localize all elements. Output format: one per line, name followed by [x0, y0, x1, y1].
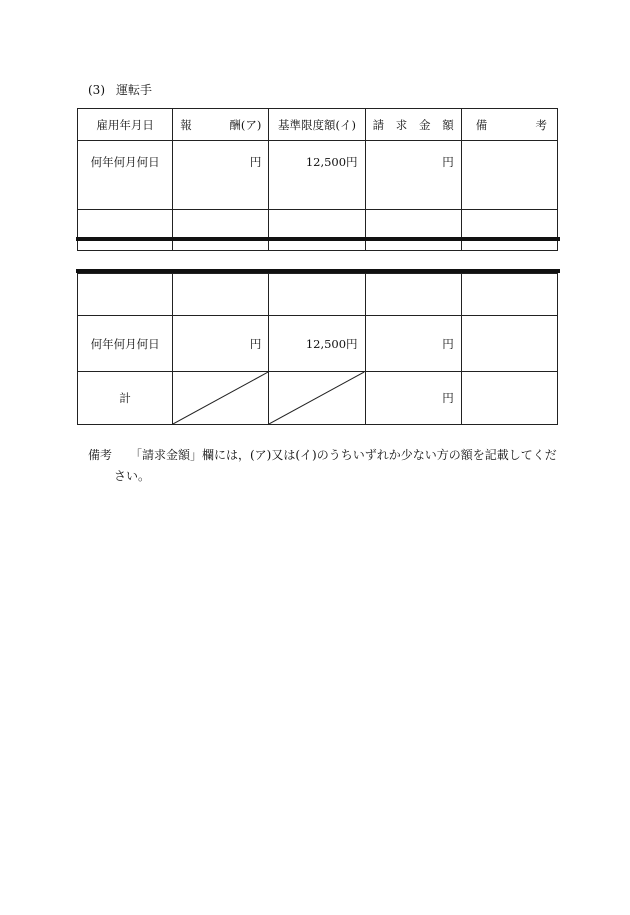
cell-date: 何年何月何日	[78, 316, 173, 372]
total-remarks	[461, 372, 557, 425]
section-title	[88, 83, 152, 97]
cell-remuneration	[173, 274, 269, 316]
section-heading: 運転手	[116, 83, 153, 97]
cell-remarks	[461, 316, 557, 372]
cell-base-limit-struck	[269, 372, 365, 425]
cell-base-limit	[269, 210, 365, 251]
cell-remarks	[461, 210, 557, 251]
note-text-line2: さい。	[114, 469, 151, 483]
cell-claim: 円	[365, 316, 461, 372]
cell-remarks	[461, 274, 557, 316]
note-label: 備考	[88, 448, 113, 462]
cell-base-limit	[269, 274, 365, 316]
header-claim-amount: 請 求 金 額	[365, 109, 461, 141]
section-number: (3)	[88, 83, 105, 97]
cell-date	[78, 274, 173, 316]
cell-claim	[365, 274, 461, 316]
cell-remuneration	[173, 210, 269, 251]
remarks-note	[88, 445, 558, 487]
total-label: 計	[78, 372, 173, 425]
driver-table-top	[77, 108, 558, 251]
diagonal-slash	[173, 372, 268, 424]
cell-claim	[365, 210, 461, 251]
cell-date	[78, 210, 173, 251]
table-row	[78, 274, 558, 316]
cell-remarks	[461, 141, 557, 210]
cell-remuneration: 円	[173, 316, 269, 372]
driver-table-bottom	[77, 273, 558, 425]
header-remuneration: 報 酬(ア)	[173, 109, 269, 141]
cell-base-limit: 12,500円	[269, 141, 365, 210]
cell-base-limit: 12,500円	[269, 316, 365, 372]
table-row	[78, 316, 558, 372]
table-row	[78, 141, 558, 210]
header-employment-date: 雇用年月日	[78, 109, 173, 141]
omission-line-top	[76, 237, 560, 241]
header-base-limit: 基準限度額(イ)	[269, 109, 365, 141]
table-row	[78, 210, 558, 251]
cell-date: 何年何月何日	[78, 141, 173, 210]
cell-remuneration-struck	[173, 372, 269, 425]
diagonal-slash	[269, 372, 364, 424]
total-claim: 円	[365, 372, 461, 425]
note-text-line1: 「請求金額」欄には，(ア)又は(イ)のうちいずれか少ない方の額を記載してくだ	[130, 448, 557, 462]
total-row	[78, 372, 558, 425]
cell-remuneration: 円	[173, 141, 269, 210]
header-remarks: 備 考	[461, 109, 557, 141]
header-row	[78, 109, 558, 141]
cell-claim: 円	[365, 141, 461, 210]
